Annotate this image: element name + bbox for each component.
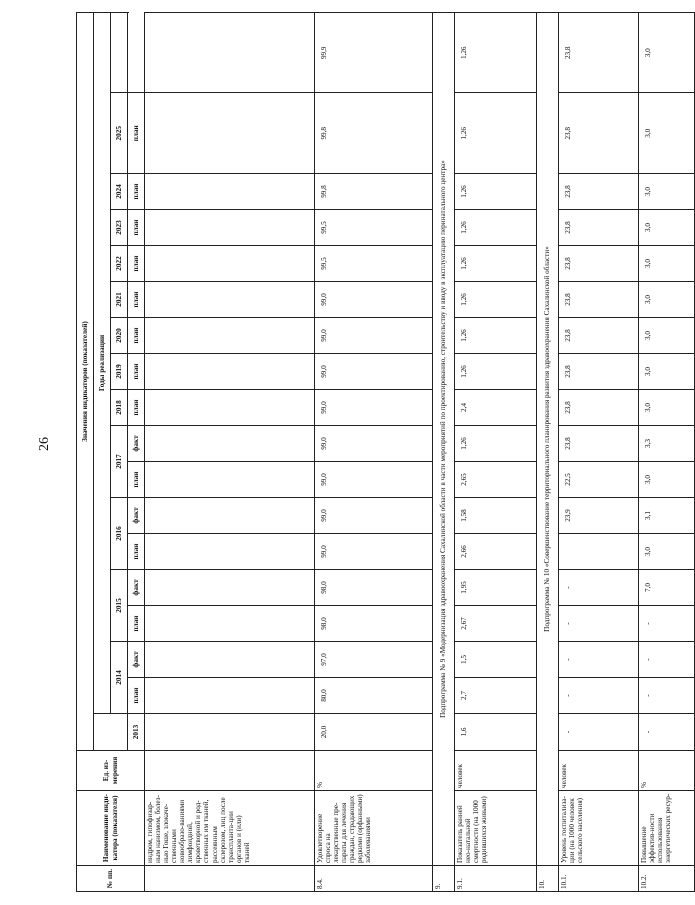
subprogram-row [537,13,559,892]
indicator-name: Показатель ранней нео-натальной смертности (на 1000 родившихся живыми) [455,791,537,866]
value-cell: 3,0 [639,390,695,426]
indicator-table-sheet [76,12,673,892]
header-plan: план [128,174,145,210]
header-plan: план [128,534,145,570]
value-cell: - [559,606,639,642]
value-cell: 23,8 [559,354,639,390]
value-cell: 23,8 [559,210,639,246]
value-cell: - [559,570,639,606]
value-cell: 1,26 [455,13,537,94]
value-cell: 99,0 [315,318,433,354]
value-cell: 99,0 [315,534,433,570]
page-number: 26 [37,437,52,451]
value-cell: 23,8 [559,246,639,282]
header-year: 2024 [111,174,128,210]
value-cell: 99,9 [315,13,433,94]
value-cell: 1,95 [455,570,537,606]
row-number: 10.2. [639,866,695,892]
value-cell: 1,58 [455,498,537,534]
value-cell [145,210,315,246]
header-plan: план [128,93,145,174]
value-cell: 99,0 [315,462,433,498]
row-number [145,866,315,892]
table-row [559,13,639,892]
value-cell: 99,8 [315,93,433,174]
value-cell: 99,5 [315,246,433,282]
subprogram-title: Подпрограмма № 9 «Модернизация здравоохранения Сахалинской области в части мероприятий по проектированию, строительству и вводу в эксплуатацию перинатального центра» [433,13,455,866]
value-cell [145,13,315,94]
header-empty [111,13,128,94]
row-number: 9.1. [455,866,537,892]
value-cell [145,174,315,210]
value-cell: 23,8 [559,13,639,94]
value-cell: 99,0 [315,390,433,426]
value-cell [145,678,315,714]
indicator-name: Повышение эффектив-ности использования энергетических ресур- [639,791,695,866]
header-year: 2014 [111,642,128,714]
value-cell: 23,8 [559,174,639,210]
header-fact: факт [128,498,145,534]
value-cell: - [559,678,639,714]
row-number: 8.4. [315,866,433,892]
value-cell: 1,26 [455,174,537,210]
value-cell: 1,26 [455,210,537,246]
header-year: 2017 [111,426,128,498]
header-plan: план [128,210,145,246]
header-plan: план [128,354,145,390]
value-cell: 2,4 [455,390,537,426]
value-cell: 99,0 [315,498,433,534]
value-cell [145,318,315,354]
value-cell: 99,0 [315,282,433,318]
value-cell: 1,26 [455,246,537,282]
indicator-name: Удовлетворение спроса на лекарственные пре-параты для лечения граждан, страдающих редкими (орфанными) заболеваниями [315,791,433,866]
value-cell: 99,0 [315,354,433,390]
value-cell: 3,1 [639,498,695,534]
value-cell: 1,6 [455,714,537,751]
value-cell: 22,5 [559,462,639,498]
indicator-unit: % [639,751,695,791]
value-cell: - [559,714,639,751]
value-cell [559,534,639,570]
indicator-unit [145,751,315,791]
value-cell: 99,5 [315,210,433,246]
value-cell: 98,0 [315,606,433,642]
header-year: 2021 [111,282,128,318]
header-year: 2022 [111,246,128,282]
header-plan: план [128,282,145,318]
value-cell [145,390,315,426]
header-year-2013: 2013 [128,714,145,751]
value-cell: - [639,642,695,678]
value-cell: 23,8 [559,390,639,426]
value-cell: 23,8 [559,426,639,462]
value-cell [145,570,315,606]
value-cell: 2,7 [455,678,537,714]
value-cell: 3,0 [639,210,695,246]
value-cell: 3,0 [639,462,695,498]
value-cell: - [559,642,639,678]
value-cell [145,498,315,534]
value-cell: 3,0 [639,93,695,174]
table-row [639,13,695,892]
value-cell [145,93,315,174]
value-cell [145,606,315,642]
value-cell [145,534,315,570]
row-number: 10.1. [559,866,639,892]
value-cell: 1,26 [455,93,537,174]
value-cell: 3,0 [639,354,695,390]
value-cell: 97,0 [315,642,433,678]
value-cell: 1,5 [455,642,537,678]
value-cell: 7,0 [639,570,695,606]
header-year: 2018 [111,390,128,426]
value-cell: 23,8 [559,282,639,318]
row-number: 10. [537,866,559,892]
indicator-name: Уровень госпитализа-ции (на 1000 человек сельского населения) [559,791,639,866]
header-years-realization: Годы реализации [94,13,111,714]
table-row [455,13,537,892]
indicator-name: индром, гипофизар-ным нанизмом, болез-нью Гоше, злокаче-ственными новообразо-ваниями лимфоидной, кроветворной и род-ственных им тканей, рассеянным склерозом, лиц после транспланта-ции органов и (или) тканей [145,791,315,866]
header-plan: план [128,606,145,642]
value-cell: 20,0 [315,714,433,751]
subprogram-title: Подпрограмма № 10 «Совершенствование территориального планирования развития здравоохранения Сахалинской области» [537,13,559,866]
table-row [315,13,433,892]
header-empty [94,714,128,751]
value-cell: 3,0 [639,282,695,318]
value-cell: 2,66 [455,534,537,570]
value-cell: 80,0 [315,678,433,714]
value-cell: 2,65 [455,462,537,498]
value-cell: 99,8 [315,174,433,210]
header-year: 2019 [111,354,128,390]
value-cell: 3,0 [639,318,695,354]
row-number: 9. [433,866,455,892]
value-cell: 3,0 [639,13,695,94]
header-plan: план [128,462,145,498]
value-cell: - [639,714,695,751]
table-row [145,13,315,892]
value-cell: - [639,678,695,714]
value-cell: 3,3 [639,426,695,462]
header-year: 2016 [111,498,128,570]
value-cell [145,714,315,751]
value-cell: 1,26 [455,282,537,318]
value-cell [145,462,315,498]
value-cell [145,642,315,678]
header-plan: план [128,318,145,354]
value-cell: 3,0 [639,174,695,210]
value-cell: 23,9 [559,498,639,534]
indicator-unit: человек [559,751,639,791]
value-cell: 3,0 [639,534,695,570]
value-cell [145,282,315,318]
value-cell: 23,8 [559,93,639,174]
header-year: 2015 [111,570,128,642]
header-values: Значения индикаторов (показателей) [77,13,94,751]
header-num: № пп. [77,866,145,892]
value-cell: 99,0 [315,426,433,462]
value-cell [145,246,315,282]
value-cell: 3,0 [639,246,695,282]
value-cell: 23,8 [559,318,639,354]
value-cell: 1,26 [455,354,537,390]
header-fact: факт [128,570,145,606]
header-year: 2020 [111,318,128,354]
header-fact: факт [128,426,145,462]
header-plan: план [128,678,145,714]
header-year: 2023 [111,210,128,246]
value-cell: - [639,606,695,642]
header-name: Наименование инди-катора (показателя) [77,791,145,866]
header-fact: факт [128,642,145,678]
value-cell: 98,0 [315,570,433,606]
value-cell [145,354,315,390]
indicator-unit: человек [455,751,537,791]
value-cell: 1,26 [455,318,537,354]
value-cell: 2,67 [455,606,537,642]
value-cell: 1,26 [455,426,537,462]
header-plan: план [128,390,145,426]
subprogram-row [433,13,455,892]
header-plan: план [128,246,145,282]
value-cell [145,426,315,462]
indicator-table [76,12,695,892]
header-unit: Ед. из-мерения [77,751,145,791]
header-year: 2025 [111,93,128,174]
indicator-unit: % [315,751,433,791]
